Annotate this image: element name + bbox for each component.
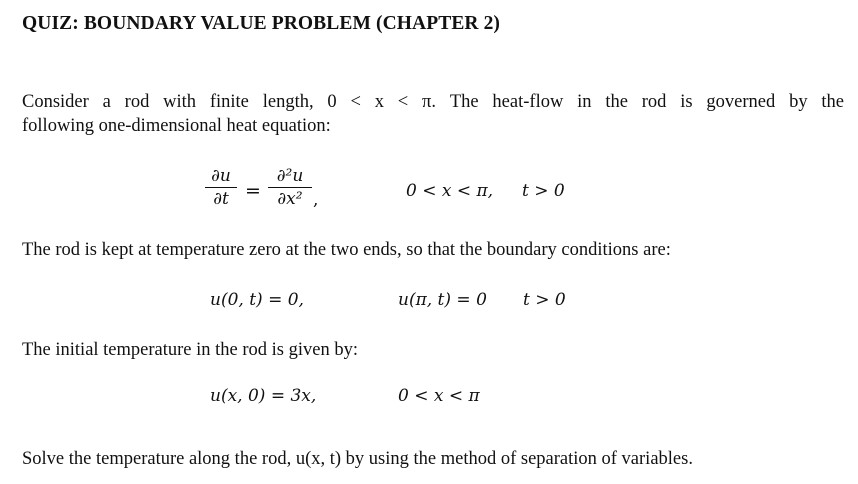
- du-numerator: ∂u: [211, 166, 231, 186]
- initial-domain-x: 0 < x < π: [398, 386, 480, 406]
- du-dt-fraction: [205, 166, 237, 209]
- d2u-numerator: ∂²u: [276, 166, 304, 186]
- initial-text: The initial temperature in the rod is given by:: [22, 340, 358, 360]
- initial-condition: u(x, 0) = 3x,: [210, 386, 317, 406]
- equation-comma: ,: [313, 190, 319, 210]
- intro-line-2: following one-dimensional heat equation:: [22, 116, 331, 136]
- equals-sign: =: [245, 180, 261, 202]
- boundary-text: The rod is kept at temperature zero at the two ends, so that the boundary conditions are:: [22, 240, 671, 260]
- boundary-condition-left: u(0, t) = 0,: [210, 290, 304, 310]
- dx2-denominator: ∂x²: [277, 189, 303, 209]
- d2u-dx2-fraction: [268, 166, 312, 209]
- boundary-domain-t: t > 0: [523, 290, 566, 310]
- quiz-title: QUIZ: BOUNDARY VALUE PROBLEM (CHAPTER 2): [22, 13, 501, 34]
- instruction-text: Solve the temperature along the rod, u(x, t) by using the method of separation of variables.: [22, 449, 693, 469]
- intro-line-1: Consider a rod with finite length, 0 < x < π. The heat-flow in the rod is governed by the: [22, 92, 844, 112]
- heat-domain-x: 0 < x < π,: [406, 181, 494, 201]
- boundary-condition-right: u(π, t) = 0: [398, 290, 487, 310]
- dt-denominator: ∂t: [213, 189, 229, 209]
- heat-domain-t: t > 0: [522, 181, 565, 201]
